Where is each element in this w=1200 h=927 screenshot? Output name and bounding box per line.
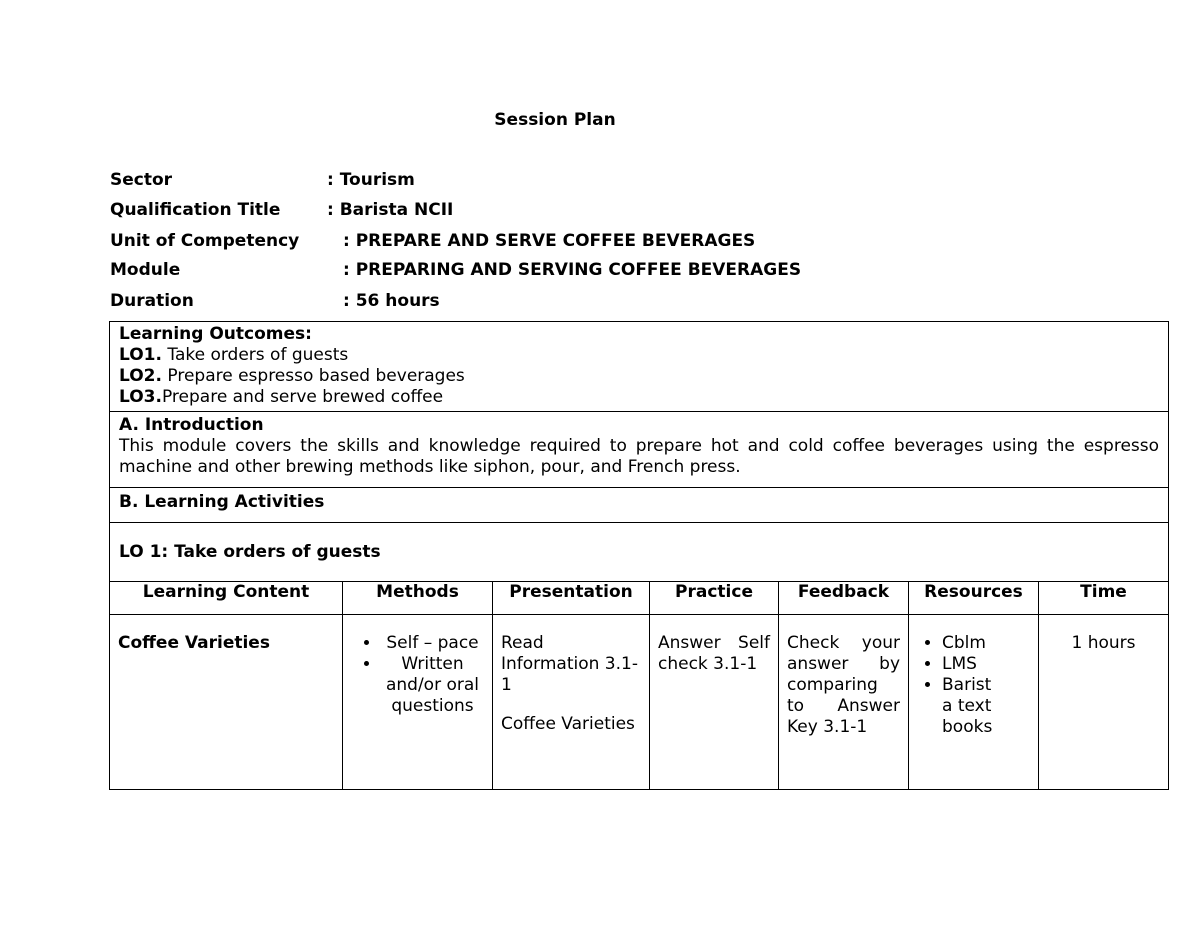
column-header: Time bbox=[1039, 582, 1169, 615]
column-header: Methods bbox=[343, 582, 493, 615]
list-item: • Written and/or oral questions bbox=[381, 654, 484, 717]
introduction-text: This module covers the skills and knowledge required to prepare hot and cold coffee beverages using the espresso machine and other brewing methods like siphon, pour, and French press. bbox=[119, 436, 1160, 477]
meta-label: Qualification Title bbox=[110, 200, 281, 220]
meta-label: Module bbox=[110, 260, 181, 280]
methods-cell bbox=[343, 615, 493, 790]
list-item: • Barista textbooks bbox=[942, 675, 998, 738]
meta-unit bbox=[110, 231, 756, 251]
learning-content-cell: Coffee Varieties bbox=[110, 615, 343, 790]
presentation-text: Coffee Varieties bbox=[501, 714, 635, 734]
time-cell: 1 hours bbox=[1039, 615, 1169, 790]
introduction-heading: A. Introduction bbox=[119, 415, 264, 435]
column-header: Presentation bbox=[493, 582, 650, 615]
lo-text: Prepare espresso based beverages bbox=[161, 366, 465, 386]
meta-value: : Tourism bbox=[327, 170, 415, 190]
learning-outcome-item bbox=[119, 387, 1159, 408]
lo1-title: LO 1: Take orders of guests bbox=[110, 523, 1169, 582]
meta-label: Duration bbox=[110, 291, 194, 311]
meta-value: : PREPARE AND SERVE COFFEE BEVERAGES bbox=[343, 231, 756, 251]
introduction-section bbox=[110, 412, 1169, 488]
lo-code: LO2. bbox=[119, 366, 162, 386]
meta-label: Unit of Competency bbox=[110, 231, 300, 251]
meta-duration bbox=[110, 291, 440, 311]
meta-value: : PREPARING AND SERVING COFFEE BEVERAGES bbox=[343, 260, 802, 280]
column-header: Resources bbox=[909, 582, 1039, 615]
lo-code: LO3. bbox=[119, 387, 162, 407]
learning-outcome-item bbox=[119, 366, 1159, 387]
column-header: Learning Content bbox=[110, 582, 343, 615]
meta-value: : Barista NCII bbox=[327, 200, 454, 220]
table-row bbox=[110, 615, 1169, 790]
session-plan-table bbox=[109, 321, 1169, 790]
table-header-row bbox=[110, 582, 1169, 615]
meta-value: : 56 hours bbox=[343, 291, 440, 311]
practice-cell: Answer Self check 3.1-1 bbox=[650, 615, 779, 790]
learning-outcome-item bbox=[119, 345, 1159, 366]
column-header: Practice bbox=[650, 582, 779, 615]
resources-cell bbox=[909, 615, 1039, 790]
meta-module bbox=[110, 260, 802, 280]
lo-text: Prepare and serve brewed coffee bbox=[161, 387, 444, 407]
meta-label: Sector bbox=[110, 170, 173, 190]
lo-text: Take orders of guests bbox=[161, 345, 349, 365]
learning-outcomes-section bbox=[110, 322, 1169, 412]
feedback-cell: Check your answer by comparing to Answer Key 3.1-1 bbox=[779, 615, 909, 790]
list-item: • LMS bbox=[942, 654, 1030, 675]
column-header: Feedback bbox=[779, 582, 909, 615]
presentation-cell bbox=[493, 615, 650, 790]
meta-qualification bbox=[110, 200, 454, 220]
list-item: • Self – pace bbox=[381, 633, 484, 654]
learning-activities-heading: B. Learning Activities bbox=[110, 488, 1169, 523]
meta-sector bbox=[110, 170, 415, 190]
page-title: Session Plan bbox=[494, 110, 616, 130]
lo-code: LO1. bbox=[119, 345, 162, 365]
list-item: • Cblm bbox=[942, 633, 1030, 654]
presentation-text: Read Information 3.1-1 bbox=[501, 633, 638, 695]
learning-outcomes-heading: Learning Outcomes: bbox=[119, 324, 312, 344]
